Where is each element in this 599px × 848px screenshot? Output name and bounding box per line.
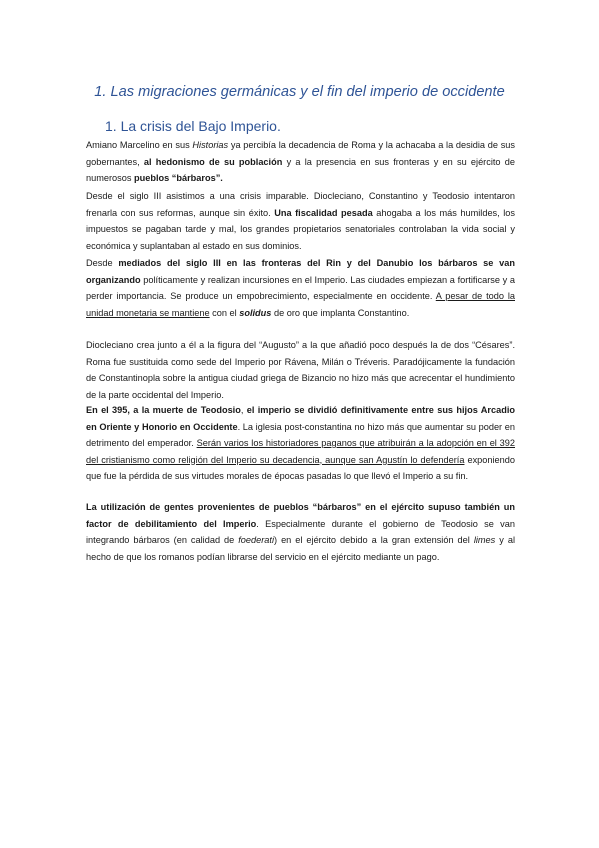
paragraph (86, 337, 515, 403)
text-run: Diocleciano crea junto a él a la figura del “Augusto” a la que añadió poco después la de dos “Césares”. Roma fue sustituida como sede del Imperio por Rávena, Milán o Tréveris. Paradójicamente la fundación de Constantinopla sobre la antigua ciudad griega de Bizancio no hizo más que acrecentar el hundimiento de la parte occidental del Imperio. (86, 340, 515, 400)
text-run: al hedonismo de su población (143, 156, 283, 167)
text-run: . La iglesia post-constantina no hizo más que aumentar su poder en detrimento del emperador. (86, 421, 515, 448)
text-run: ahogaba a los más humildes, los impuestos se pagaban tarde y mal, los grandes propietarios senatoriales controlaban la vida social y económica y suplantaban al estado en sus dominios. (86, 207, 515, 251)
text-run: de oro que implanta Constantino. (271, 307, 410, 318)
text-run: . Especialmente durante el gobierno de Teodosio se van integrando bárbaros (en calidad de (86, 518, 515, 545)
text-run: y a la presencia en sus fronteras y en su ejército de numerosos (86, 156, 515, 183)
paragraph (86, 188, 515, 254)
text-run: Serán varios los historiadores paganos que atribuirán a la adopción en el 392 del cristianismo como religión del Imperio su decadencia, aunque san Agustín lo defendería (86, 438, 515, 465)
text-run: Historias (192, 140, 229, 150)
text-run: exponiendo que fue la pérdida de sus virtudes morales de épocas pasadas lo que llevó el Imperio a su fin. (86, 454, 515, 481)
text-run: el imperio se dividió definitivamente entre sus hijos Arcadio en Oriente y Honorio en Occidente (86, 405, 515, 432)
paragraph (86, 137, 515, 187)
text-run: y al hecho de que los romanos podían librarse del servicio en el ejército mediante un pago. (86, 535, 515, 562)
text-run: La utilización de gentes provenientes de pueblos “bárbaros” en el ejército supuso también un factor de debilitamiento del Imperio (86, 502, 515, 529)
text-run: ya percibía la decadencia de Roma y la achacaba a la desidia de sus gobernantes, (86, 140, 515, 167)
text-run: mediados del siglo III en las fronteras del Rin y del Danubio los bárbaros se van organizando (86, 258, 515, 285)
paragraph (86, 255, 515, 321)
text-run: A pesar de todo la unidad monetaria se mantiene (86, 291, 515, 318)
text-run: pueblos “bárbaros”. (134, 173, 223, 183)
paragraph (86, 402, 515, 485)
paragraph (86, 499, 515, 565)
text-run: Una fiscalidad pesada (274, 207, 373, 218)
section-subtitle: 1. La crisis del Bajo Imperio. (105, 118, 281, 134)
text-run: con el (209, 307, 240, 318)
text-run: solidus (239, 307, 272, 318)
document-title: 1. Las migraciones germánicas y el fin del imperio de occidente (94, 84, 505, 100)
text-run: Amiano Marcelino en sus (86, 140, 193, 150)
text-run: Desde (86, 258, 119, 268)
text-run: En el 395, a la muerte de Teodosio (86, 405, 241, 415)
text-run: limes (473, 535, 496, 545)
text-run: Desde el siglo III asistimos a una crisis imparable. Diocleciano, Constantino y Teodosio intentaron frenarla con sus reformas, aunque sin éxito. (86, 191, 515, 218)
text-run: políticamente y realizan incursiones en el Imperio. Las ciudades empiezan a fortificarse y a perder importancia. Se produce un empobrecimiento, especialmente en occidente. (86, 274, 515, 301)
text-run: foederati (238, 535, 275, 545)
text-run: ) en el ejército debido a la gran extensión del (274, 535, 474, 545)
text-run: , (240, 405, 247, 415)
